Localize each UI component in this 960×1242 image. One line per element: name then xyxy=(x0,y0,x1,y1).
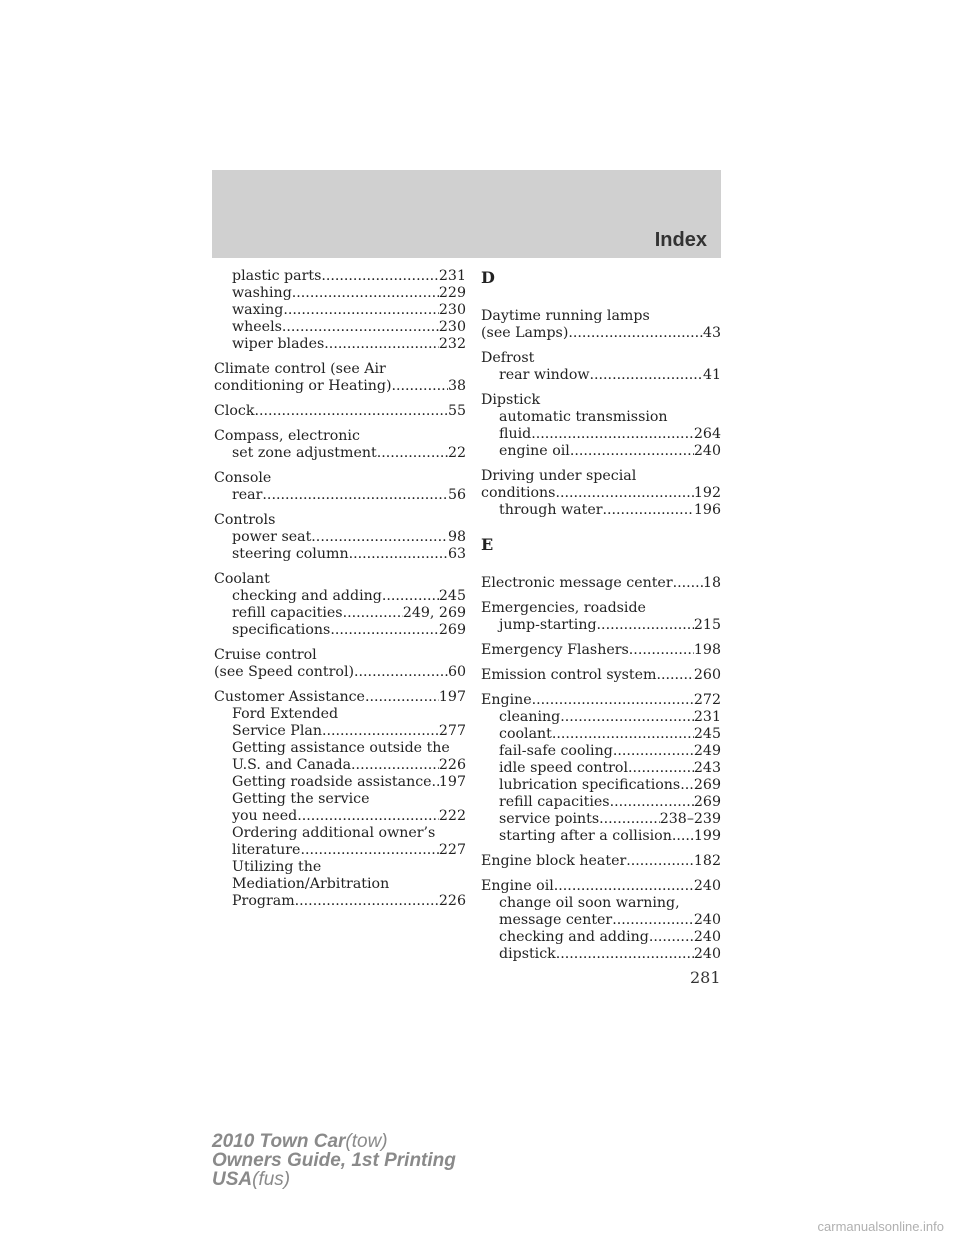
entry-text: checking and adding xyxy=(232,588,382,604)
entry-text: Emission control system xyxy=(481,667,657,683)
entry-text: idle speed control xyxy=(499,760,628,776)
index-entry-line xyxy=(214,470,466,487)
footer-edition: Owners Guide, 1st Printing xyxy=(212,1150,456,1171)
index-subentry-line xyxy=(214,808,466,825)
index-column-right xyxy=(481,268,721,971)
entry-text: refill capacities xyxy=(499,794,610,810)
entry-text: (see Lamps) xyxy=(481,325,569,341)
index-entry-line xyxy=(481,878,721,895)
entry-text: Emergency Flashers xyxy=(481,642,629,658)
leader-dots xyxy=(283,302,439,319)
entry-text: Daytime running lamps xyxy=(481,308,650,324)
leader-dots xyxy=(262,487,448,504)
index-entry-line xyxy=(481,692,721,709)
index-subentry-line xyxy=(214,876,466,893)
index-entry xyxy=(481,350,721,384)
entry-page-ref: 240 xyxy=(693,443,721,459)
leader-dots xyxy=(673,575,703,592)
leader-dots xyxy=(297,808,439,825)
entry-text: Climate control (see Air xyxy=(214,361,386,377)
entry-text: Mediation/Arbitration xyxy=(232,876,390,892)
index-entry-line xyxy=(214,403,466,420)
leader-dots xyxy=(672,828,694,845)
entry-text: Electronic message center xyxy=(481,575,673,591)
index-entry xyxy=(214,428,466,462)
leader-dots xyxy=(382,588,439,605)
entry-text: Engine xyxy=(481,692,532,708)
index-subentry-line xyxy=(214,529,466,546)
entry-text: Compass, electronic xyxy=(214,428,360,444)
index-entry-line xyxy=(481,600,721,617)
entry-page-ref: 240 xyxy=(693,946,721,962)
entry-text: Utilizing the xyxy=(232,859,322,875)
index-subentry-line xyxy=(481,426,721,443)
index-entry-line xyxy=(214,571,466,588)
index-subentry-line xyxy=(214,605,466,622)
leader-dots xyxy=(532,692,694,709)
leader-dots xyxy=(343,605,403,622)
entry-text: engine oil xyxy=(499,443,570,459)
leader-dots xyxy=(570,443,694,460)
entry-page-ref: 240 xyxy=(693,912,721,928)
footer-model: 2010 Town Car xyxy=(212,1131,346,1152)
entry-text: Clock xyxy=(214,403,255,419)
entry-page-ref: 60 xyxy=(447,664,466,680)
entry-text: Controls xyxy=(214,512,276,528)
leader-dots xyxy=(311,529,448,546)
index-entry xyxy=(214,403,466,420)
index-subentry-line xyxy=(481,709,721,726)
entry-text: washing xyxy=(232,285,292,301)
entry-text: waxing xyxy=(232,302,284,318)
footer-printing-info xyxy=(212,1132,456,1189)
index-subentry-line xyxy=(214,740,466,757)
footer-market-code: (fus) xyxy=(252,1169,291,1190)
leader-dots xyxy=(377,445,448,462)
index-entry xyxy=(481,392,721,460)
entry-text: lubrication specifications xyxy=(499,777,681,793)
index-subentry-line xyxy=(481,502,721,519)
index-subentry-line xyxy=(481,828,721,845)
index-entry-line xyxy=(214,361,466,378)
index-subentry-line xyxy=(481,777,721,794)
index-entry-line xyxy=(481,350,721,367)
entry-text: U.S. and Canada xyxy=(232,757,352,773)
leader-dots xyxy=(555,485,693,502)
entry-text: automatic transmission xyxy=(499,409,668,425)
leader-dots xyxy=(599,811,660,828)
footer-market: USA xyxy=(212,1169,253,1190)
entry-page-ref: 269 xyxy=(693,777,721,793)
entry-text: steering column xyxy=(232,546,349,562)
entry-page-ref: 98 xyxy=(447,529,466,545)
leader-dots xyxy=(365,689,439,706)
leader-dots xyxy=(321,268,439,285)
leader-dots xyxy=(282,319,439,336)
index-entry xyxy=(481,878,721,963)
leader-dots xyxy=(568,325,703,342)
entry-text: checking and adding xyxy=(499,929,649,945)
entry-page-ref: 238–239 xyxy=(659,811,721,827)
index-entry xyxy=(481,308,721,342)
leader-dots xyxy=(349,546,448,563)
entry-page-ref: 22 xyxy=(447,445,466,461)
index-subentry-line xyxy=(481,811,721,828)
entry-text: rear window xyxy=(499,367,590,383)
entry-page-ref: 222 xyxy=(438,808,466,824)
leader-dots xyxy=(351,757,439,774)
entry-text: power seat xyxy=(232,529,312,545)
index-entry-line xyxy=(481,468,721,485)
entry-text: set zone adjustment xyxy=(232,445,377,461)
leader-dots xyxy=(295,893,439,910)
entry-text: dipstick xyxy=(499,946,556,962)
index-subentry-line xyxy=(481,760,721,777)
entry-text: Defrost xyxy=(481,350,535,366)
watermark-text: carmanualsonline.info xyxy=(817,1219,944,1234)
leader-dots xyxy=(613,743,694,760)
entry-page-ref: 240 xyxy=(693,929,721,945)
index-subentry-line xyxy=(214,487,466,504)
entry-page-ref: 43 xyxy=(702,325,721,341)
entry-page-ref: 63 xyxy=(447,546,466,562)
entry-text: service points xyxy=(499,811,600,827)
index-entry-line xyxy=(481,575,721,592)
index-entry xyxy=(481,853,721,870)
index-entry-line xyxy=(214,512,466,529)
index-entry xyxy=(481,642,721,659)
entry-text: you need xyxy=(232,808,298,824)
index-entry-line xyxy=(214,664,466,681)
index-subentry-line xyxy=(481,794,721,811)
entry-page-ref: 249, 269 xyxy=(402,605,466,621)
entry-page-ref: 41 xyxy=(702,367,721,383)
index-subentry-line xyxy=(214,336,466,353)
entry-page-ref: 198 xyxy=(693,642,721,658)
entry-text: Console xyxy=(214,470,272,486)
index-entry xyxy=(481,692,721,845)
index-entry xyxy=(214,512,466,563)
footer-model-code: (tow) xyxy=(345,1131,388,1152)
index-subentry-line xyxy=(214,268,466,285)
index-subentry-line xyxy=(481,367,721,384)
index-subentry-line xyxy=(214,723,466,740)
leader-dots xyxy=(560,709,694,726)
index-subentry-line xyxy=(214,622,466,639)
entry-text: cleaning xyxy=(499,709,561,725)
section-d-entries xyxy=(481,308,721,519)
index-subentry-line xyxy=(481,946,721,963)
index-header-bar xyxy=(212,170,721,258)
entry-text: conditions xyxy=(481,485,556,501)
leader-dots xyxy=(432,774,439,791)
index-entry-line xyxy=(481,853,721,870)
entry-page-ref: 197 xyxy=(438,689,466,705)
page-number: 281 xyxy=(690,968,721,987)
index-entry xyxy=(214,268,466,353)
entry-page-ref: 243 xyxy=(693,760,721,776)
entry-page-ref: 199 xyxy=(693,828,721,844)
index-subentry-line xyxy=(214,319,466,336)
section-e-entries xyxy=(481,575,721,963)
index-subentry-line xyxy=(481,912,721,929)
entry-text: Getting the service xyxy=(232,791,370,807)
entry-text: change oil soon warning, xyxy=(499,895,680,911)
leader-dots xyxy=(556,946,694,963)
entry-page-ref: 230 xyxy=(438,302,466,318)
index-entry-line xyxy=(481,485,721,502)
entry-page-ref: 272 xyxy=(693,692,721,708)
entry-text: jump-starting xyxy=(499,617,597,633)
index-entry xyxy=(481,468,721,519)
entry-text: (see Speed control) xyxy=(214,664,355,680)
entry-text: specifications xyxy=(232,622,331,638)
index-entry-line xyxy=(481,642,721,659)
entry-text: rear xyxy=(232,487,263,503)
entry-page-ref: 249 xyxy=(693,743,721,759)
entry-page-ref: 18 xyxy=(702,575,721,591)
entry-page-ref: 215 xyxy=(693,617,721,633)
index-entry xyxy=(214,470,466,504)
entry-text: Driving under special xyxy=(481,468,637,484)
leader-dots xyxy=(629,642,694,659)
index-subentry-line xyxy=(481,443,721,460)
entry-page-ref: 269 xyxy=(693,794,721,810)
entry-page-ref: 269 xyxy=(438,622,466,638)
leader-dots xyxy=(603,502,694,519)
index-entry xyxy=(214,571,466,639)
entry-text: literature xyxy=(232,842,301,858)
leader-dots xyxy=(554,878,694,895)
leader-dots xyxy=(292,285,439,302)
leader-dots xyxy=(324,336,439,353)
entry-page-ref: 232 xyxy=(438,336,466,352)
leader-dots xyxy=(626,853,694,870)
entry-page-ref: 240 xyxy=(693,878,721,894)
index-entry-line xyxy=(214,647,466,664)
entry-page-ref: 55 xyxy=(447,403,466,419)
index-subentry-line xyxy=(214,893,466,910)
index-subentry-line xyxy=(481,929,721,946)
leader-dots xyxy=(590,367,703,384)
leader-dots xyxy=(612,912,694,929)
index-entry-line xyxy=(214,689,466,706)
index-subentry-line xyxy=(214,774,466,791)
entry-page-ref: 277 xyxy=(438,723,466,739)
entry-text: refill capacities xyxy=(232,605,343,621)
leader-dots xyxy=(354,664,448,681)
entry-text: Dipstick xyxy=(481,392,541,408)
index-subentry-line xyxy=(481,617,721,634)
entry-page-ref: 231 xyxy=(438,268,466,284)
entry-text: Engine oil xyxy=(481,878,554,894)
index-entry xyxy=(214,647,466,681)
entry-text: conditioning or Heating) xyxy=(214,378,392,394)
entry-page-ref: 227 xyxy=(438,842,466,858)
entry-page-ref: 196 xyxy=(693,502,721,518)
index-subentry-line xyxy=(214,588,466,605)
entry-text: Emergencies, roadside xyxy=(481,600,646,616)
entry-page-ref: 231 xyxy=(693,709,721,725)
leader-dots xyxy=(597,617,694,634)
entry-text: fail-safe cooling xyxy=(499,743,613,759)
entry-page-ref: 229 xyxy=(438,285,466,301)
index-entry xyxy=(481,575,721,592)
index-subentry-line xyxy=(214,757,466,774)
index-subentry-line xyxy=(214,285,466,302)
entry-text: Customer Assistance xyxy=(214,689,365,705)
section-letter-e: E xyxy=(481,535,494,554)
leader-dots xyxy=(330,622,439,639)
index-subentry-line xyxy=(214,546,466,563)
entry-text: Ford Extended xyxy=(232,706,339,722)
entry-page-ref: 226 xyxy=(438,893,466,909)
index-entry-line xyxy=(214,378,466,395)
index-subentry-line xyxy=(481,895,721,912)
entry-text: message center xyxy=(499,912,613,928)
index-subentry-line xyxy=(214,825,466,842)
section-letter-d: D xyxy=(481,268,495,287)
index-entry xyxy=(214,361,466,395)
leader-dots xyxy=(656,667,693,684)
entry-text: Coolant xyxy=(214,571,270,587)
entry-page-ref: 245 xyxy=(693,726,721,742)
leader-dots xyxy=(300,842,438,859)
index-entry-line xyxy=(481,325,721,342)
entry-text: wheels xyxy=(232,319,282,335)
entry-page-ref: 245 xyxy=(438,588,466,604)
leader-dots xyxy=(680,777,694,794)
index-entry-line xyxy=(214,428,466,445)
index-title: Index xyxy=(654,229,707,251)
index-entry-line xyxy=(481,392,721,409)
leader-dots xyxy=(531,426,694,443)
index-subentry-line xyxy=(214,859,466,876)
index-subentry-line xyxy=(214,791,466,808)
leader-dots xyxy=(552,726,694,743)
entry-text: Program xyxy=(232,893,295,909)
entry-page-ref: 230 xyxy=(438,319,466,335)
entry-text: Engine block heater xyxy=(481,853,627,869)
entry-text: coolant xyxy=(499,726,552,742)
index-entry xyxy=(481,600,721,634)
entry-page-ref: 264 xyxy=(693,426,721,442)
entry-text: Getting roadside assistance xyxy=(232,774,432,790)
leader-dots xyxy=(391,378,447,395)
index-subentry-line xyxy=(481,726,721,743)
entry-page-ref: 56 xyxy=(447,487,466,503)
index-subentry-line xyxy=(214,842,466,859)
leader-dots xyxy=(322,723,439,740)
leader-dots xyxy=(649,929,694,946)
entry-page-ref: 197 xyxy=(438,774,466,790)
entry-text: through water xyxy=(499,502,603,518)
entry-page-ref: 260 xyxy=(693,667,721,683)
entry-text: wiper blades xyxy=(232,336,325,352)
index-entry-line xyxy=(481,308,721,325)
entry-page-ref: 182 xyxy=(693,853,721,869)
index-subentry-line xyxy=(481,409,721,426)
index-subentry-line xyxy=(214,302,466,319)
entry-page-ref: 192 xyxy=(693,485,721,501)
entry-text: fluid xyxy=(499,426,532,442)
leader-dots xyxy=(254,403,447,420)
entry-page-ref: 226 xyxy=(438,757,466,773)
entry-text: Service Plan xyxy=(232,723,322,739)
leader-dots xyxy=(628,760,694,777)
entry-page-ref: 38 xyxy=(447,378,466,394)
entry-text: Getting assistance outside the xyxy=(232,740,450,756)
entry-text: starting after a collision xyxy=(499,828,672,844)
index-entry xyxy=(214,689,466,910)
index-entry xyxy=(481,667,721,684)
index-column-left xyxy=(214,268,466,918)
index-subentry-line xyxy=(481,743,721,760)
entry-text: Ordering additional owner’s xyxy=(232,825,436,841)
leader-dots xyxy=(610,794,694,811)
entry-text: plastic parts xyxy=(232,268,322,284)
entry-text: Cruise control xyxy=(214,647,317,663)
index-subentry-line xyxy=(214,706,466,723)
index-entry-line xyxy=(481,667,721,684)
index-subentry-line xyxy=(214,445,466,462)
